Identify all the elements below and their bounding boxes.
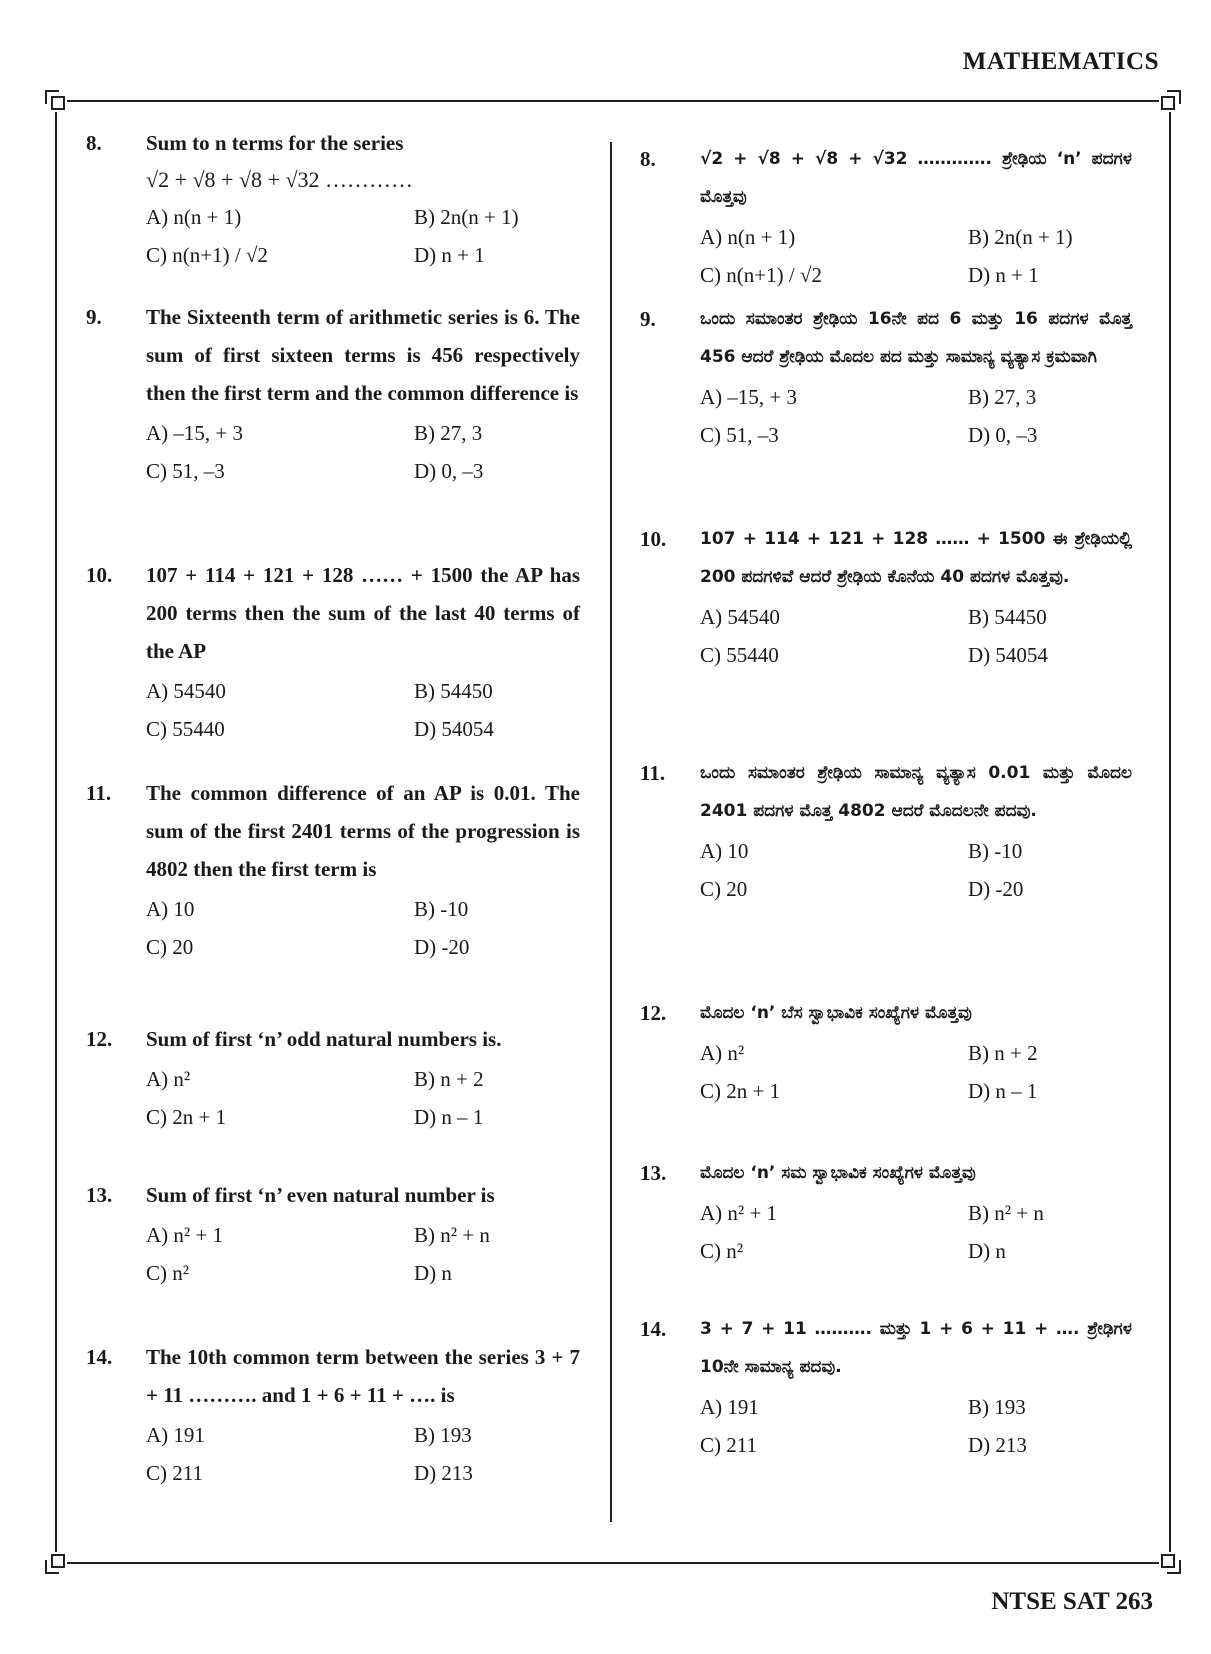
option-a: A) 10 <box>700 839 749 863</box>
option-b: B) n + 2 <box>968 1041 1038 1065</box>
question-text: ಒಂದು ಸಮಾಂತರ ಶ್ರೇಢಿಯ 16ನೇ ಪದ 6 ಮತ್ತು 16 ಪದಗಳ ಮೊತ್ತ 456 ಆದರೆ ಶ್ರೇಢಿಯ ಮೊದಲ ಪದ ಮತ್ತು ಸಾಮಾನ್ಯ ವ್ಯತ್ಯಾಸ ಕ್ರಮವಾಗಿ <box>700 309 1132 367</box>
option-d: D) -20 <box>968 877 1024 901</box>
question-text: Sum of first ‘n’ odd natural numbers is. <box>146 1027 502 1051</box>
option-a: A) n(n + 1) <box>146 205 242 229</box>
option-b: B) -10 <box>968 839 1023 863</box>
option-d: D) 54054 <box>968 643 1048 667</box>
option-c: C) 55440 <box>700 643 779 667</box>
question-number: 10. <box>86 563 113 587</box>
option-a: A) 54540 <box>146 679 226 703</box>
option-b: B) 193 <box>414 1423 472 1447</box>
option-a: A) 191 <box>146 1423 205 1447</box>
option-d: D) n – 1 <box>968 1079 1038 1103</box>
option-b: B) 193 <box>968 1395 1026 1419</box>
question-number: 11. <box>86 781 112 805</box>
option-b: B) n² + n <box>414 1223 490 1247</box>
question-11-en <box>86 774 580 966</box>
option-c: C) 211 <box>146 1461 203 1485</box>
question-12-en <box>86 1020 580 1136</box>
question-number: 9. <box>86 305 102 329</box>
question-12-kn <box>640 994 1132 1110</box>
question-8-kn <box>640 140 1132 294</box>
question-number: 8. <box>86 131 102 155</box>
question-number: 14. <box>640 1317 667 1341</box>
question-text: The common difference of an AP is 0.01. The sum of the first 2401 terms of the progression is 4802 then the first term is <box>146 781 580 881</box>
option-b: B) 2n(n + 1) <box>414 205 519 229</box>
option-c: C) 55440 <box>146 717 225 741</box>
frame-corner-ornament <box>45 1552 67 1574</box>
question-text: 107 + 114 + 121 + 128 …… + 1500 ಈ ಶ್ರೇಢಿಯಲ್ಲಿ 200 ಪದಗಳಿವೆ ಆದರೆ ಶ್ರೇಢಿಯ ಕೊನೆಯ 40 ಪದಗಳ ಮೊತ್ತವು. <box>700 529 1132 587</box>
question-number: 12. <box>640 1001 667 1025</box>
option-b: B) 54450 <box>968 605 1047 629</box>
option-c: C) n(n+1) / √2 <box>146 243 268 267</box>
option-c: C) 51, –3 <box>146 459 225 483</box>
option-d: D) -20 <box>414 935 470 959</box>
series-expression: √2 + √8 + √8 + √32 ………… <box>146 167 414 192</box>
question-14-kn <box>640 1310 1132 1464</box>
option-b: B) 2n(n + 1) <box>968 225 1073 249</box>
option-d: D) n <box>414 1261 452 1285</box>
question-text: 107 + 114 + 121 + 128 …… + 1500 the AP has 200 terms then the sum of the last 40 terms of the AP <box>146 563 580 663</box>
option-d: D) 0, –3 <box>968 423 1038 447</box>
option-a: A) n² <box>146 1067 191 1091</box>
option-a: A) –15, + 3 <box>700 385 798 409</box>
option-c: C) 211 <box>700 1433 757 1457</box>
question-number: 14. <box>86 1345 113 1369</box>
question-10-en <box>86 556 580 748</box>
option-b: B) -10 <box>414 897 469 921</box>
option-c: C) 2n + 1 <box>146 1105 227 1129</box>
option-c: C) n² <box>146 1261 190 1285</box>
question-text: √2 + √8 + √8 + √32 …………. ಶ್ರೇಢಿಯ ‘n’ ಪದಗಳ ಮೊತ್ತವು <box>700 149 1132 207</box>
question-number: 12. <box>86 1027 113 1051</box>
column-divider <box>610 142 612 1522</box>
option-c: C) n² <box>700 1239 744 1263</box>
question-text: The Sixteenth term of arithmetic series is 6. The sum of first sixteen terms is 456 respectively then the first term and the common difference is <box>146 305 580 405</box>
question-number: 9. <box>640 307 656 331</box>
option-b: B) n + 2 <box>414 1067 484 1091</box>
question-13-en <box>86 1176 580 1292</box>
option-c: C) 2n + 1 <box>700 1079 781 1103</box>
option-d: D) n <box>968 1239 1006 1263</box>
subject-heading: MATHEMATICS <box>962 48 1159 75</box>
question-text: ಒಂದು ಸಮಾಂತರ ಶ್ರೇಢಿಯ ಸಾಮಾನ್ಯ ವ್ಯತ್ಯಾಸ 0.01 ಮತ್ತು ಮೊದಲ 2401 ಪದಗಳ ಮೊತ್ತ 4802 ಆದರೆ ಮೊದಲನೇ ಪದವು. <box>700 763 1132 821</box>
option-a: A) 54540 <box>700 605 780 629</box>
option-a: A) 10 <box>146 897 195 921</box>
option-a: A) n² + 1 <box>146 1223 224 1247</box>
option-a: A) n² <box>700 1041 745 1065</box>
question-text: Sum of first ‘n’ even natural number is <box>146 1183 495 1207</box>
option-c: C) 20 <box>146 935 194 959</box>
frame-corner-ornament <box>1159 1552 1181 1574</box>
option-c: C) n(n+1) / √2 <box>700 263 822 287</box>
question-9-kn <box>640 300 1132 454</box>
question-text: Sum to n terms for the series <box>146 131 404 155</box>
question-number: 13. <box>640 1161 667 1185</box>
question-text: ಮೊದಲ ‘n’ ಸಮ ಸ್ವಾಭಾವಿಕ ಸಂಖ್ಯೆಗಳ ಮೊತ್ತವು <box>700 1163 976 1183</box>
question-number: 11. <box>640 761 666 785</box>
question-9-en <box>86 298 580 490</box>
question-13-kn <box>640 1154 1132 1270</box>
question-number: 10. <box>640 527 667 551</box>
page-footer <box>991 1588 1153 1616</box>
question-text: 3 + 7 + 11 ………. ಮತ್ತು 1 + 6 + 11 + …. ಶ್ರೇಢಿಗಳ 10ನೇ ಸಾಮಾನ್ಯ ಪದವು. <box>700 1319 1132 1377</box>
option-a: A) 191 <box>700 1395 759 1419</box>
question-10-kn <box>640 520 1132 674</box>
option-a: A) –15, + 3 <box>146 421 244 445</box>
option-b: B) 54450 <box>414 679 493 703</box>
option-b: B) 27, 3 <box>968 385 1037 409</box>
option-b: B) 27, 3 <box>414 421 483 445</box>
option-a: A) n² + 1 <box>700 1201 778 1225</box>
option-a: A) n(n + 1) <box>700 225 796 249</box>
frame-corner-ornament <box>45 90 67 112</box>
question-number: 8. <box>640 147 656 171</box>
question-11-kn <box>640 754 1132 908</box>
question-text: The 10th common term between the series 3 + 7 + 11 ………. and 1 + 6 + 11 + …. is <box>146 1345 580 1407</box>
option-d: D) 213 <box>414 1461 473 1485</box>
option-c: C) 20 <box>700 877 748 901</box>
exam-name: NTSE SAT <box>991 1588 1110 1615</box>
frame-corner-ornament <box>1159 90 1181 112</box>
option-c: C) 51, –3 <box>700 423 779 447</box>
option-d: D) n + 1 <box>968 263 1039 287</box>
option-d: D) 54054 <box>414 717 494 741</box>
option-d: D) n + 1 <box>414 243 485 267</box>
page-number: 263 <box>1115 1588 1153 1615</box>
option-d: D) 0, –3 <box>414 459 484 483</box>
question-8-en <box>86 124 580 274</box>
option-b: B) n² + n <box>968 1201 1044 1225</box>
option-d: D) 213 <box>968 1433 1027 1457</box>
option-d: D) n – 1 <box>414 1105 484 1129</box>
question-14-en <box>86 1338 580 1492</box>
question-text: ಮೊದಲ ‘n’ ಬೆಸ ಸ್ವಾಭಾವಿಕ ಸಂಖ್ಯೆಗಳ ಮೊತ್ತವು <box>700 1003 972 1023</box>
question-number: 13. <box>86 1183 113 1207</box>
